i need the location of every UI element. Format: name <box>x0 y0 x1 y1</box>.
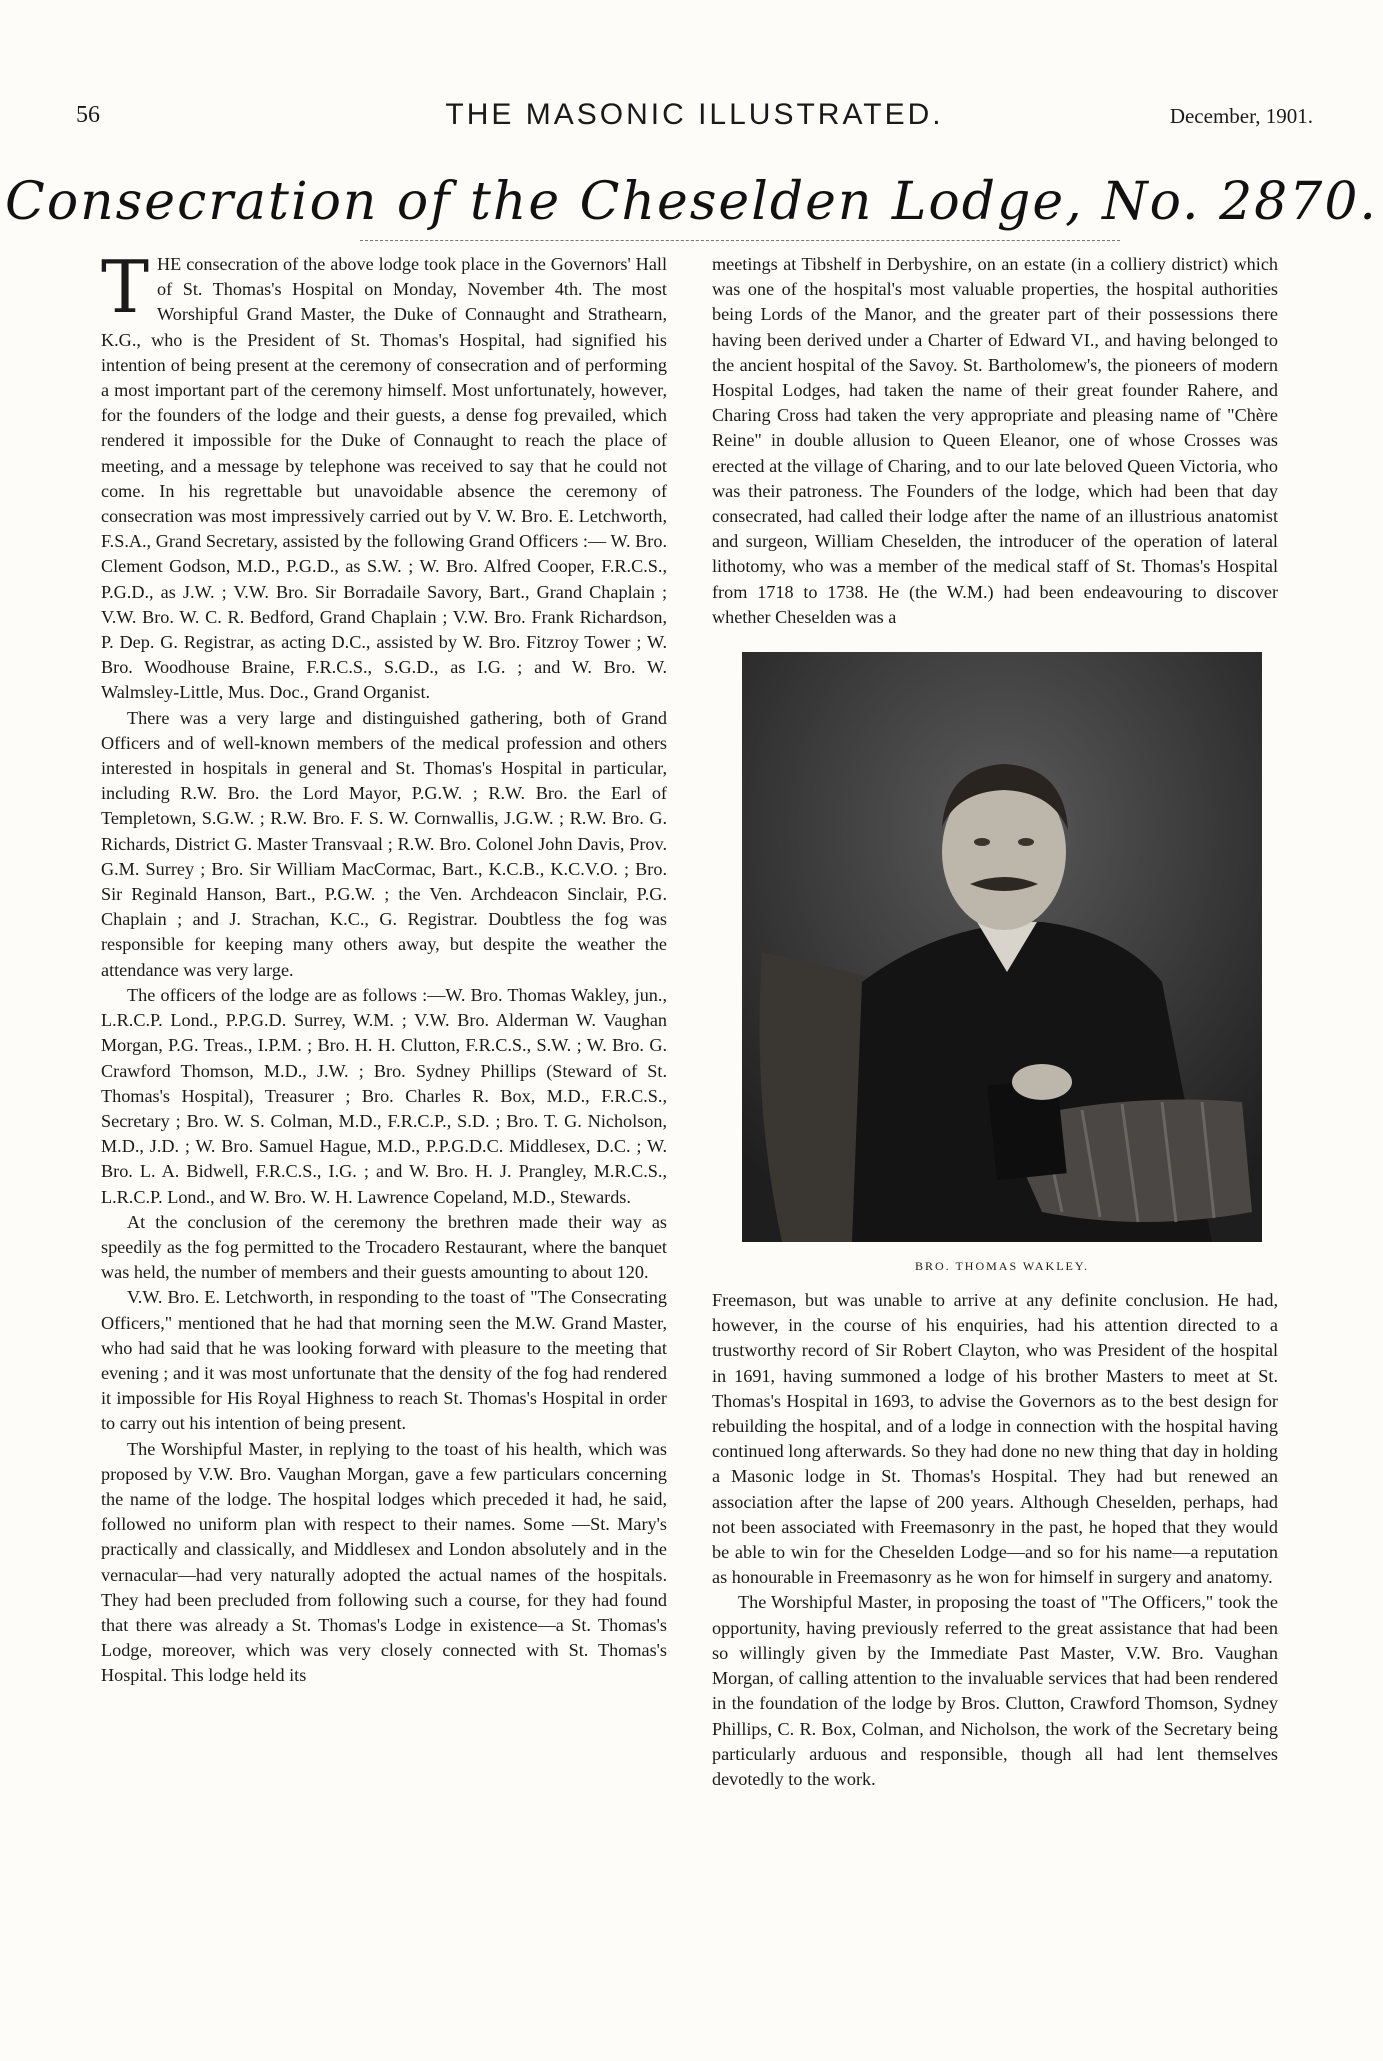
paragraph: meetings at Tibshelf in Derbyshire, on an estate (in a colliery district) which was one of the hospital's most valuable properties, the hospital authorities being Lords of the Manor, and the greater part of their possessions there having been derived under a Charter of Edward VI., and having belonged to the ancient hospital of the Savoy. St. Bartholomew's, the pioneers of modern Hospital Lodges, had taken the name of their great founder Rahere, and Charing Cross had taken the very appropriate and pleasing name of "Chère Reine" in double allusion to Queen Eleanor, one of whose Crosses was erected at the village of Charing, and to our late beloved Queen Victoria, who was their patroness. The Founders of the lodge, which had been that day consecrated, had called their lodge after the name of an illustrious anatomist and surgeon, William Cheselden, the introducer of the operation of lateral lithotomy, who was a member of the medical staff of St. Thomas's Hospital from 1718 to 1738. He (the W.M.) had been endeavouring to discover whether Cheselden was a <box>712 254 1278 627</box>
portrait-image <box>742 652 1262 1242</box>
page-number: 56 <box>76 102 100 128</box>
portrait-caption: BRO. THOMAS WAKLEY. <box>914 1259 1090 1274</box>
paragraph: V.W. Bro. E. Letchworth, in responding to the toast of "The Consecrating Officers," mentioned that he had that morning seen the M.W. Grand Master, who had said that he was looking forward with pleasure to the meeting that evening ; and it was most unfortunate that the density of the fog had rendered it impossible for His Royal Highness to reach St. Thomas's Hospital in order to carry out his intention of being present. <box>101 1287 667 1434</box>
paragraph-text: HE consecration of the above lodge took place in the Governors' Hall of St. Thomas's Hospital on Monday, November 4th. The most Worshipful Grand Master, the Duke of Connaught and Strathearn, K.G., who is the President of St. Thomas's Hospital, had signified his intention of being present at the ceremony of consecration and of performing a most important part of the ceremony himself. Most unfortunately, however, for the founders of the lodge and their guests, a dense fog prevailed, which rendered it impossible for the Duke of Connaught to reach the place of meeting, and a message by telephone was received to say that he could not come. In his regrettable but unavoidable absence the ceremony of consecration was most impressively carried out by V. W. Bro. E. Letchworth, F.S.A., Grand Secretary, assisted by the following Grand Officers :— W. Bro. Clement Godson, M.D., P.G.D., as S.W. ; W. Bro. Alfred Cooper, F.R.C.S., P.G.D., as J.W. ; V.W. Bro. Sir Borradaile Savory, Bart., Grand Chaplain ; V.W. Bro. W. C. R. Bedford, Grand Chaplain ; V.W. Bro. Frank Richardson, P. Dep. G. Registrar, as acting D.C., assisted by W. Bro. Fitzroy Tower ; W. Bro. Woodhouse Braine, F.R.C.S., S.G.D., as I.G. ; and W. Bro. W. Walmsley-Little, Mus. Doc., Grand Organist. <box>101 254 667 703</box>
paragraph: Freemason, but was unable to arrive at any definite conclusion. He had, however, in the course of his enquiries, had his attention directed to a trustworthy record of Sir Robert Clayton, who was President of the hospital in 1691, having summoned a lodge of his brother Masters to meet at St. Thomas's Hospital in 1693, to advise the Governors as to the best design for rebuilding the hospital, and of a lodge in connection with the hospital having continued long afterwards. So they had done no new thing that day in holding a Masonic lodge in St. Thomas's Hospital. They had but renewed an association after the lapse of 200 years. Although Cheselden, perhaps, had not been associated with Freemasonry in the past, he hoped that they would be able to win for the Cheselden Lodge—and so for his name—a reputation as honourable in Freemasonry as he won for himself in surgery and anatomy. <box>712 1290 1278 1588</box>
paragraph: The Worshipful Master, in proposing the toast of "The Officers," took the opportunity, having previously referred to the great assistance that had been so willingly given by the Immediate Past Master, V.W. Bro. Vaughan Morgan, of calling attention to the invaluable services that had been rendered in the foundation of the lodge by Bros. Clutton, Crawford Thomson, Sydney Phillips, C. R. Box, Colman, and Nicholson, the work of the Secretary being particularly arduous and responsible, though all had lent themselves devotedly to the work. <box>712 1592 1278 1789</box>
portrait-figure <box>742 652 1262 1274</box>
paragraph: The officers of the lodge are as follows :—W. Bro. Thomas Wakley, jun., L.R.C.P. Lond., P.P.G.D. Surrey, W.M. ; V.W. Bro. Alderman W. Vaughan Morgan, P.G. Treas., I.P.M. ; Bro. H. H. Clutton, F.R.C.S., S.W. ; W. Bro. G. Crawford Thomson, M.D., J.W. ; Bro. Sydney Phillips (Steward of St. Thomas's Hospital), Treasurer ; Bro. Charles R. Box, M.D., F.R.C.S., Secretary ; Bro. W. S. Colman, M.D., F.R.C.P., S.D. ; Bro. T. G. Nicholson, M.D., J.D. ; W. Bro. Samuel Hague, M.D., P.P.G.D.C. Middlesex, D.C. ; W. Bro. L. A. Bidwell, F.R.C.S., I.G. ; and W. Bro. H. J. Prangley, M.R.C.S., L.R.C.P. Lond., and W. Bro. W. H. Lawrence Copeland, M.D., Stewards. <box>101 984 667 1207</box>
title-rule <box>360 240 1120 241</box>
paragraph: At the conclusion of the ceremony the brethren made their way as speedily as the fog permitted to the Trocadero Restaurant, where the banquet was held, the number of members and their guests amounting to about 120. <box>101 1211 667 1283</box>
paragraph: The Worshipful Master, in replying to the toast of his health, which was proposed by V.W. Bro. Vaughan Morgan, gave a few particulars concerning the name of the lodge. The hospital lodges which preceded it had, he said, followed no uniform plan with respect to their names. Some —St. Mary's practically and classically, and Middlesex and London absolutely and in the vernacular—had very naturally adopted the actual names of the hospitals. They had been precluded from following such a course, for they had found that there was already a St. Thomas's Lodge in existence—a St. Thomas's Lodge, moreover, which was very closely connected with St. Thomas's Hospital. This lodge held its <box>101 1438 667 1686</box>
journal-title: THE MASONIC ILLUSTRATED. <box>445 98 944 131</box>
issue-date: December, 1901. <box>1169 104 1313 128</box>
paragraph: There was a very large and distinguished gathering, both of Grand Officers and of well-known members of the medical profession and others interested in hospitals in general and St. Thomas's Hospital in particular, including R.W. Bro. the Lord Mayor, P.G.W. ; R.W. Bro. the Earl of Templetown, S.G.W. ; R.W. Bro. F. S. W. Cornwallis, J.G.W. ; R.W. Bro. G. Richards, District G. Master Transvaal ; R.W. Bro. Colonel John Davis, Prov. G.M. Surrey ; Bro. Sir William MacCormac, Bart., K.C.B., K.C.V.O. ; Bro. Sir Reginald Hanson, Bart., P.G.W. ; the Ven. Archdeacon Sinclair, P.G. Chaplain ; and J. Strachan, K.C., G. Registrar. Doubtless the fog was responsible for keeping many others away, but despite the weather the attendance was very large. <box>101 707 667 980</box>
article-title: Consecration of the Cheselden Lodge, No. 2870. <box>5 172 1378 232</box>
portrait-photo <box>742 652 1262 1242</box>
paragraph <box>101 245 667 706</box>
right-column <box>712 252 1278 1792</box>
left-column <box>101 245 667 1689</box>
running-header <box>76 98 1313 138</box>
drop-cap: T <box>101 245 150 329</box>
